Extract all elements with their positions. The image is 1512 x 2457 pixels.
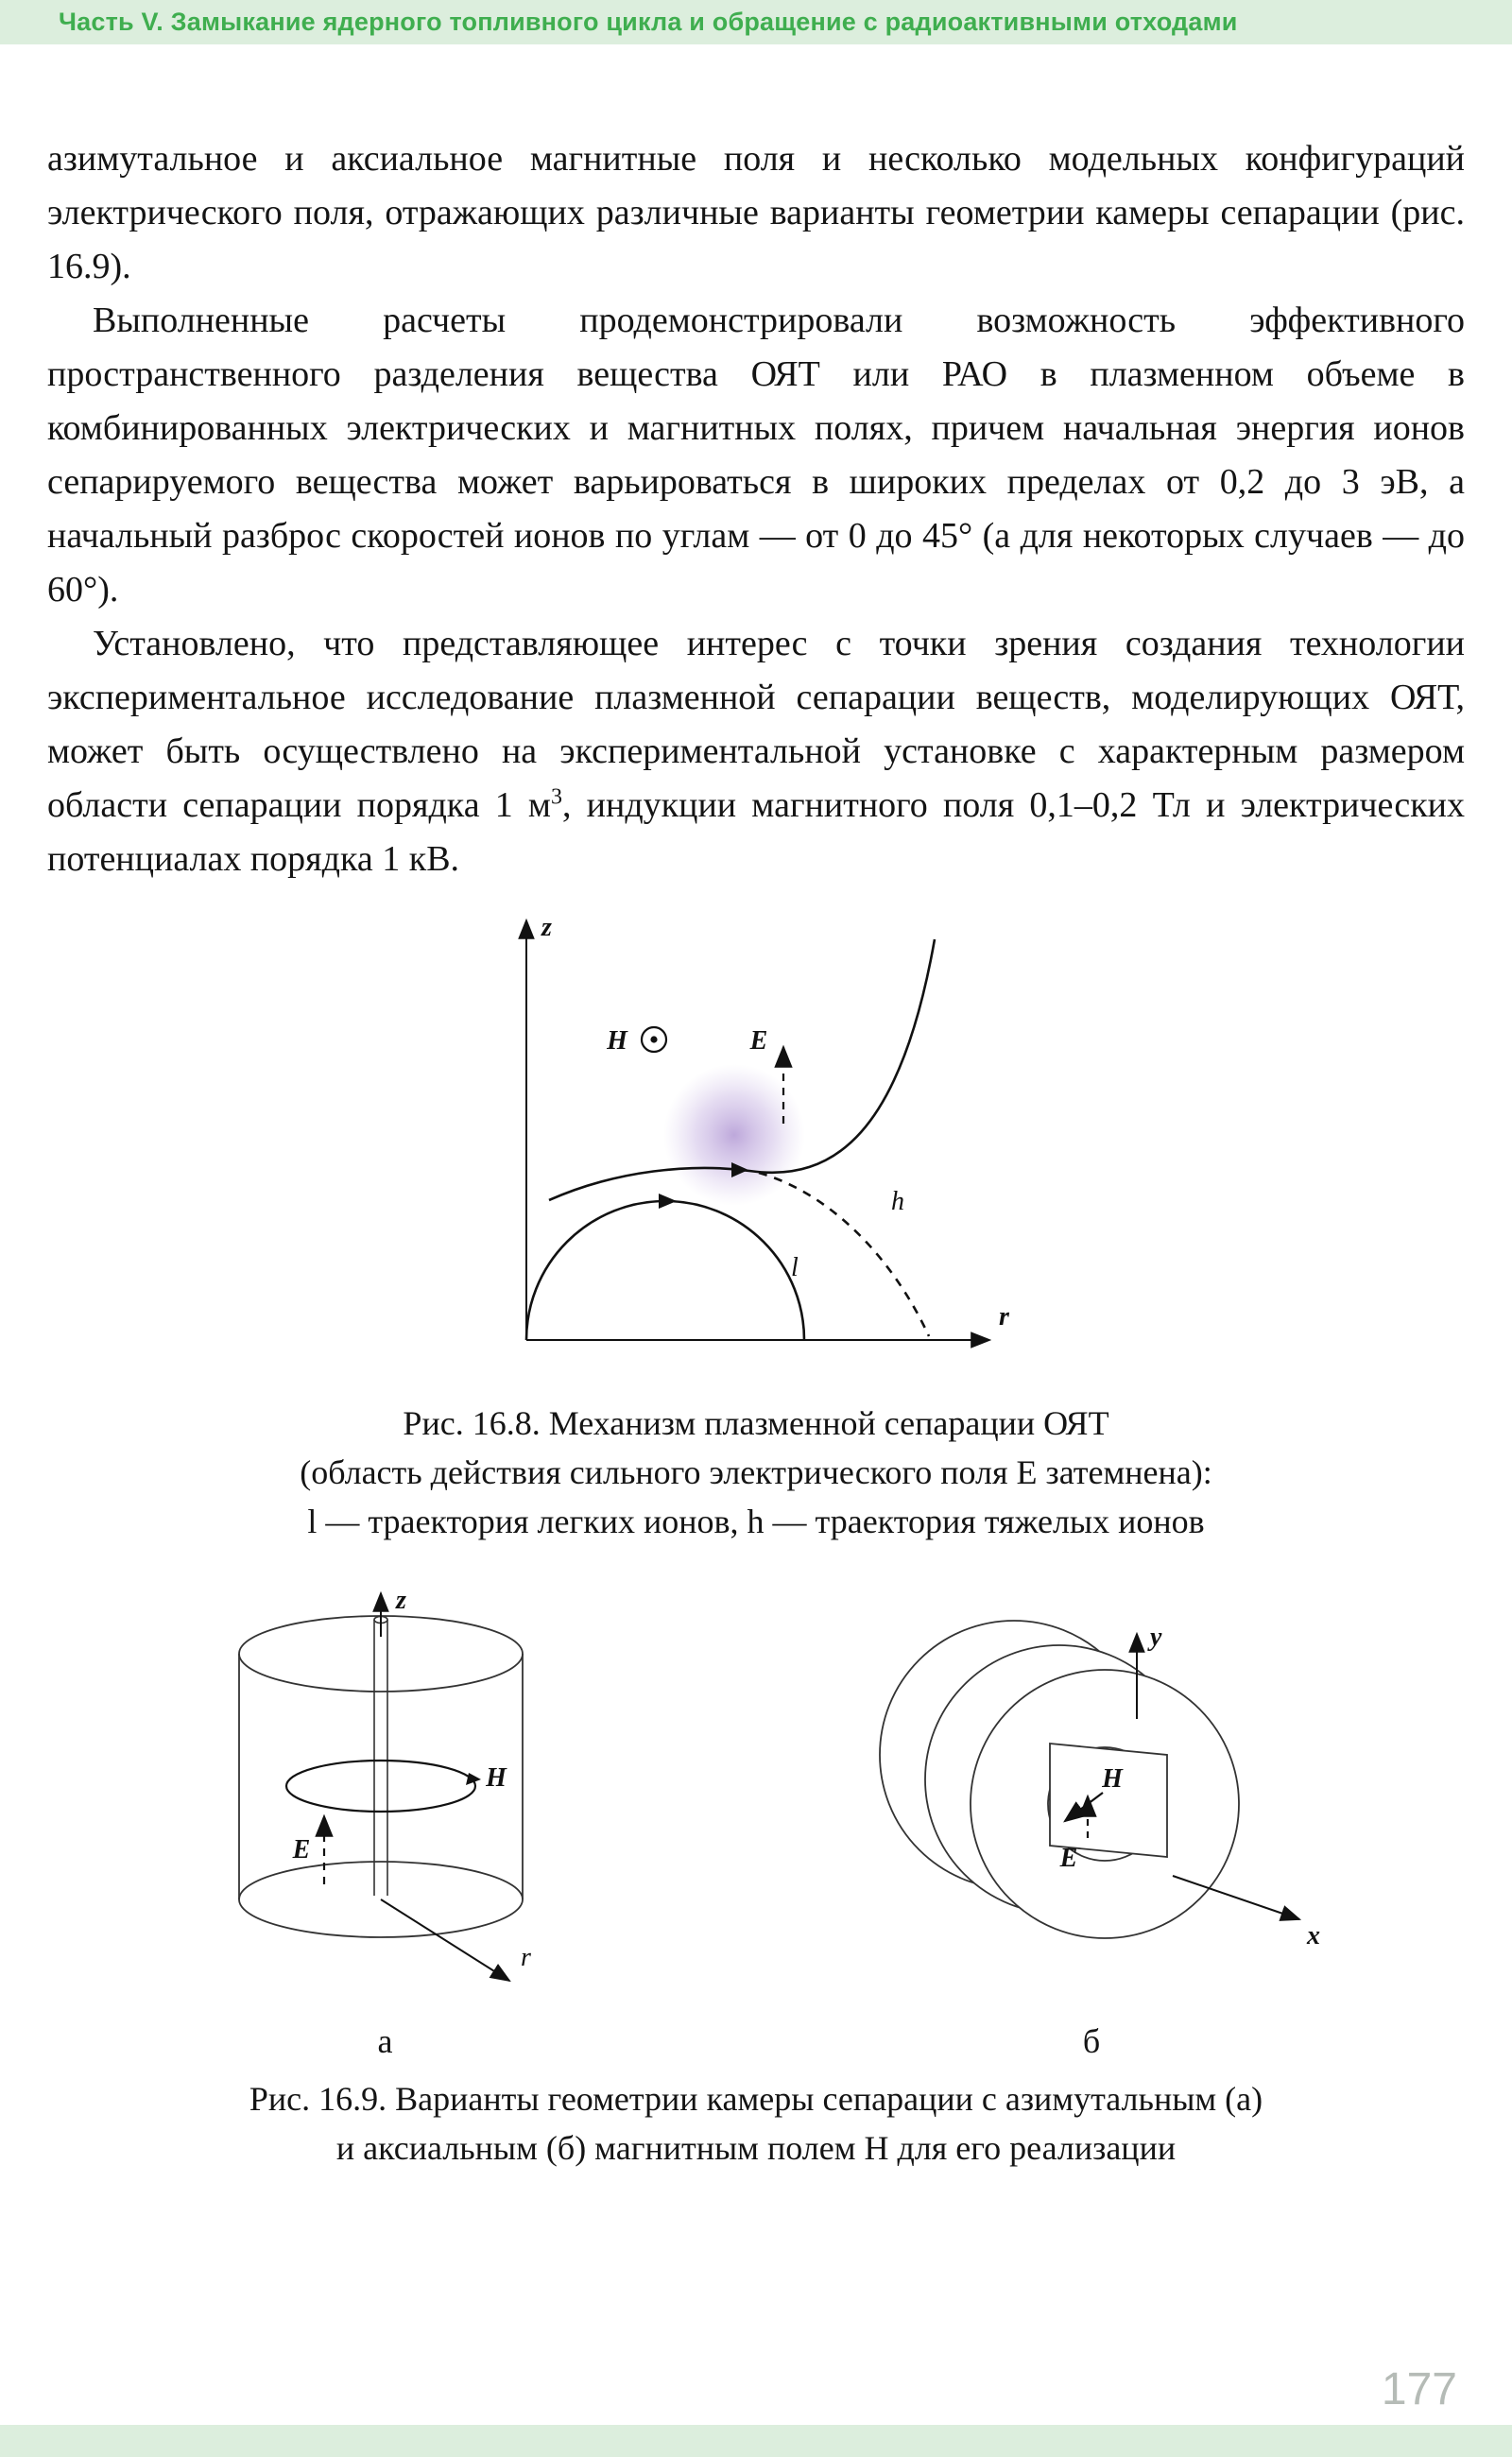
paragraph-3-part2: , индукции магнитного поля 0,1–0,2 Тл и электрических потенциалах порядка 1 кВ. xyxy=(47,785,1465,879)
figure-16-8-caption-line-3: l — траектория легких ионов, h — траектория тяжелых ионов xyxy=(307,1503,1205,1540)
strong-field-blur-region xyxy=(663,1064,805,1206)
figure-16-9a-sublabel: а xyxy=(377,2022,393,2060)
figure-16-8-caption-line-2: (область действия сильного электрического поля E затемнена): xyxy=(300,1453,1212,1491)
h-field-label: H xyxy=(1102,1764,1123,1794)
figure-16-9a-diagram xyxy=(222,1578,548,2013)
e-field-label: E xyxy=(1059,1844,1078,1873)
page-number: 177 xyxy=(1381,2364,1457,2414)
r-axis-arrow xyxy=(381,1899,509,1981)
cylinder-chamber xyxy=(239,1616,523,1937)
central-plate xyxy=(1050,1744,1167,1857)
magnetic-field-out-of-plane-icon xyxy=(642,1027,666,1052)
r-axis-label: r xyxy=(521,1943,531,1972)
r-axis-label: r xyxy=(999,1302,1009,1332)
figure-16-9 xyxy=(47,1578,1465,2061)
central-rod xyxy=(374,1617,387,1897)
figure-16-9b-diagram xyxy=(855,1592,1328,2013)
e-field-label: E xyxy=(292,1835,311,1864)
figure-16-9a xyxy=(222,1578,548,2061)
z-axis-label: z xyxy=(541,913,552,942)
main-text-block xyxy=(47,132,1465,2173)
figure-16-9-caption-line-2: и аксиальным (б) магнитным полем H для его реализации xyxy=(335,2129,1177,2167)
paragraph-3 xyxy=(47,617,1465,886)
figure-16-8-caption-line-1: Рис. 16.8. Механизм плазменной сепарации ОЯТ xyxy=(403,1404,1109,1442)
heavy-ion-trajectory-label: h xyxy=(891,1187,904,1216)
paragraph-3-superscript: 3 xyxy=(550,784,562,810)
z-axis-label: z xyxy=(396,1586,406,1615)
azimuthal-field-loop xyxy=(286,1761,481,1812)
figure-16-8-diagram xyxy=(458,894,1054,1381)
figure-16-9-caption-line-1: Рис. 16.9. Варианты геометрии камеры сепарации с азимутальным (а) xyxy=(249,2080,1263,2118)
paragraph-3-part1: Установлено, что представляющее интерес с точки зрения создания технологии экспериментальное исследование плазменной сепарации веществ, моделирующих ОЯТ, может быть осуществлено на экспериментальной установке с характерным размером области сепарации порядка 1 м xyxy=(47,624,1465,825)
e-field-label: E xyxy=(749,1026,768,1056)
figure-16-8-caption xyxy=(47,1399,1465,1546)
paragraph-1: азимутальное и аксиальное магнитные поля и несколько модельных конфигураций электрического поля, отражающих различные варианты геометрии камеры сепарации (рис. 16.9). xyxy=(47,139,1465,286)
chapter-header: Часть V. Замыкание ядерного топливного цикла и обращение с радиоактивными отходами xyxy=(59,8,1238,36)
page-footer-band xyxy=(0,2425,1512,2457)
x-axis-label: x xyxy=(1307,1921,1320,1950)
paragraph-2: Выполненные расчеты продемонстрировали возможность эффективного пространственного разделения вещества ОЯТ или РАО в плазменном объеме в комбинированных электрических и магнитных полях, причем начальная энергия ионов сепарируемого вещества может варьироваться в широких пределах от 0,2 до 3 эВ, а начальный разброс скоростей ионов по углам — от 0 до 45° (а для некоторых случаев — до 60°). xyxy=(47,301,1465,610)
figure-16-9b-sublabel: б xyxy=(1082,2022,1101,2060)
light-ion-trajectory-label: l xyxy=(791,1253,799,1282)
h-field-label: H xyxy=(486,1763,507,1793)
y-axis-label: y xyxy=(1150,1623,1162,1652)
figure-16-9b xyxy=(855,1592,1328,2061)
page-header-band xyxy=(0,0,1512,44)
h-field-label: H xyxy=(607,1026,627,1056)
figure-16-9-caption xyxy=(47,2074,1465,2173)
figure-16-8 xyxy=(47,894,1465,1385)
